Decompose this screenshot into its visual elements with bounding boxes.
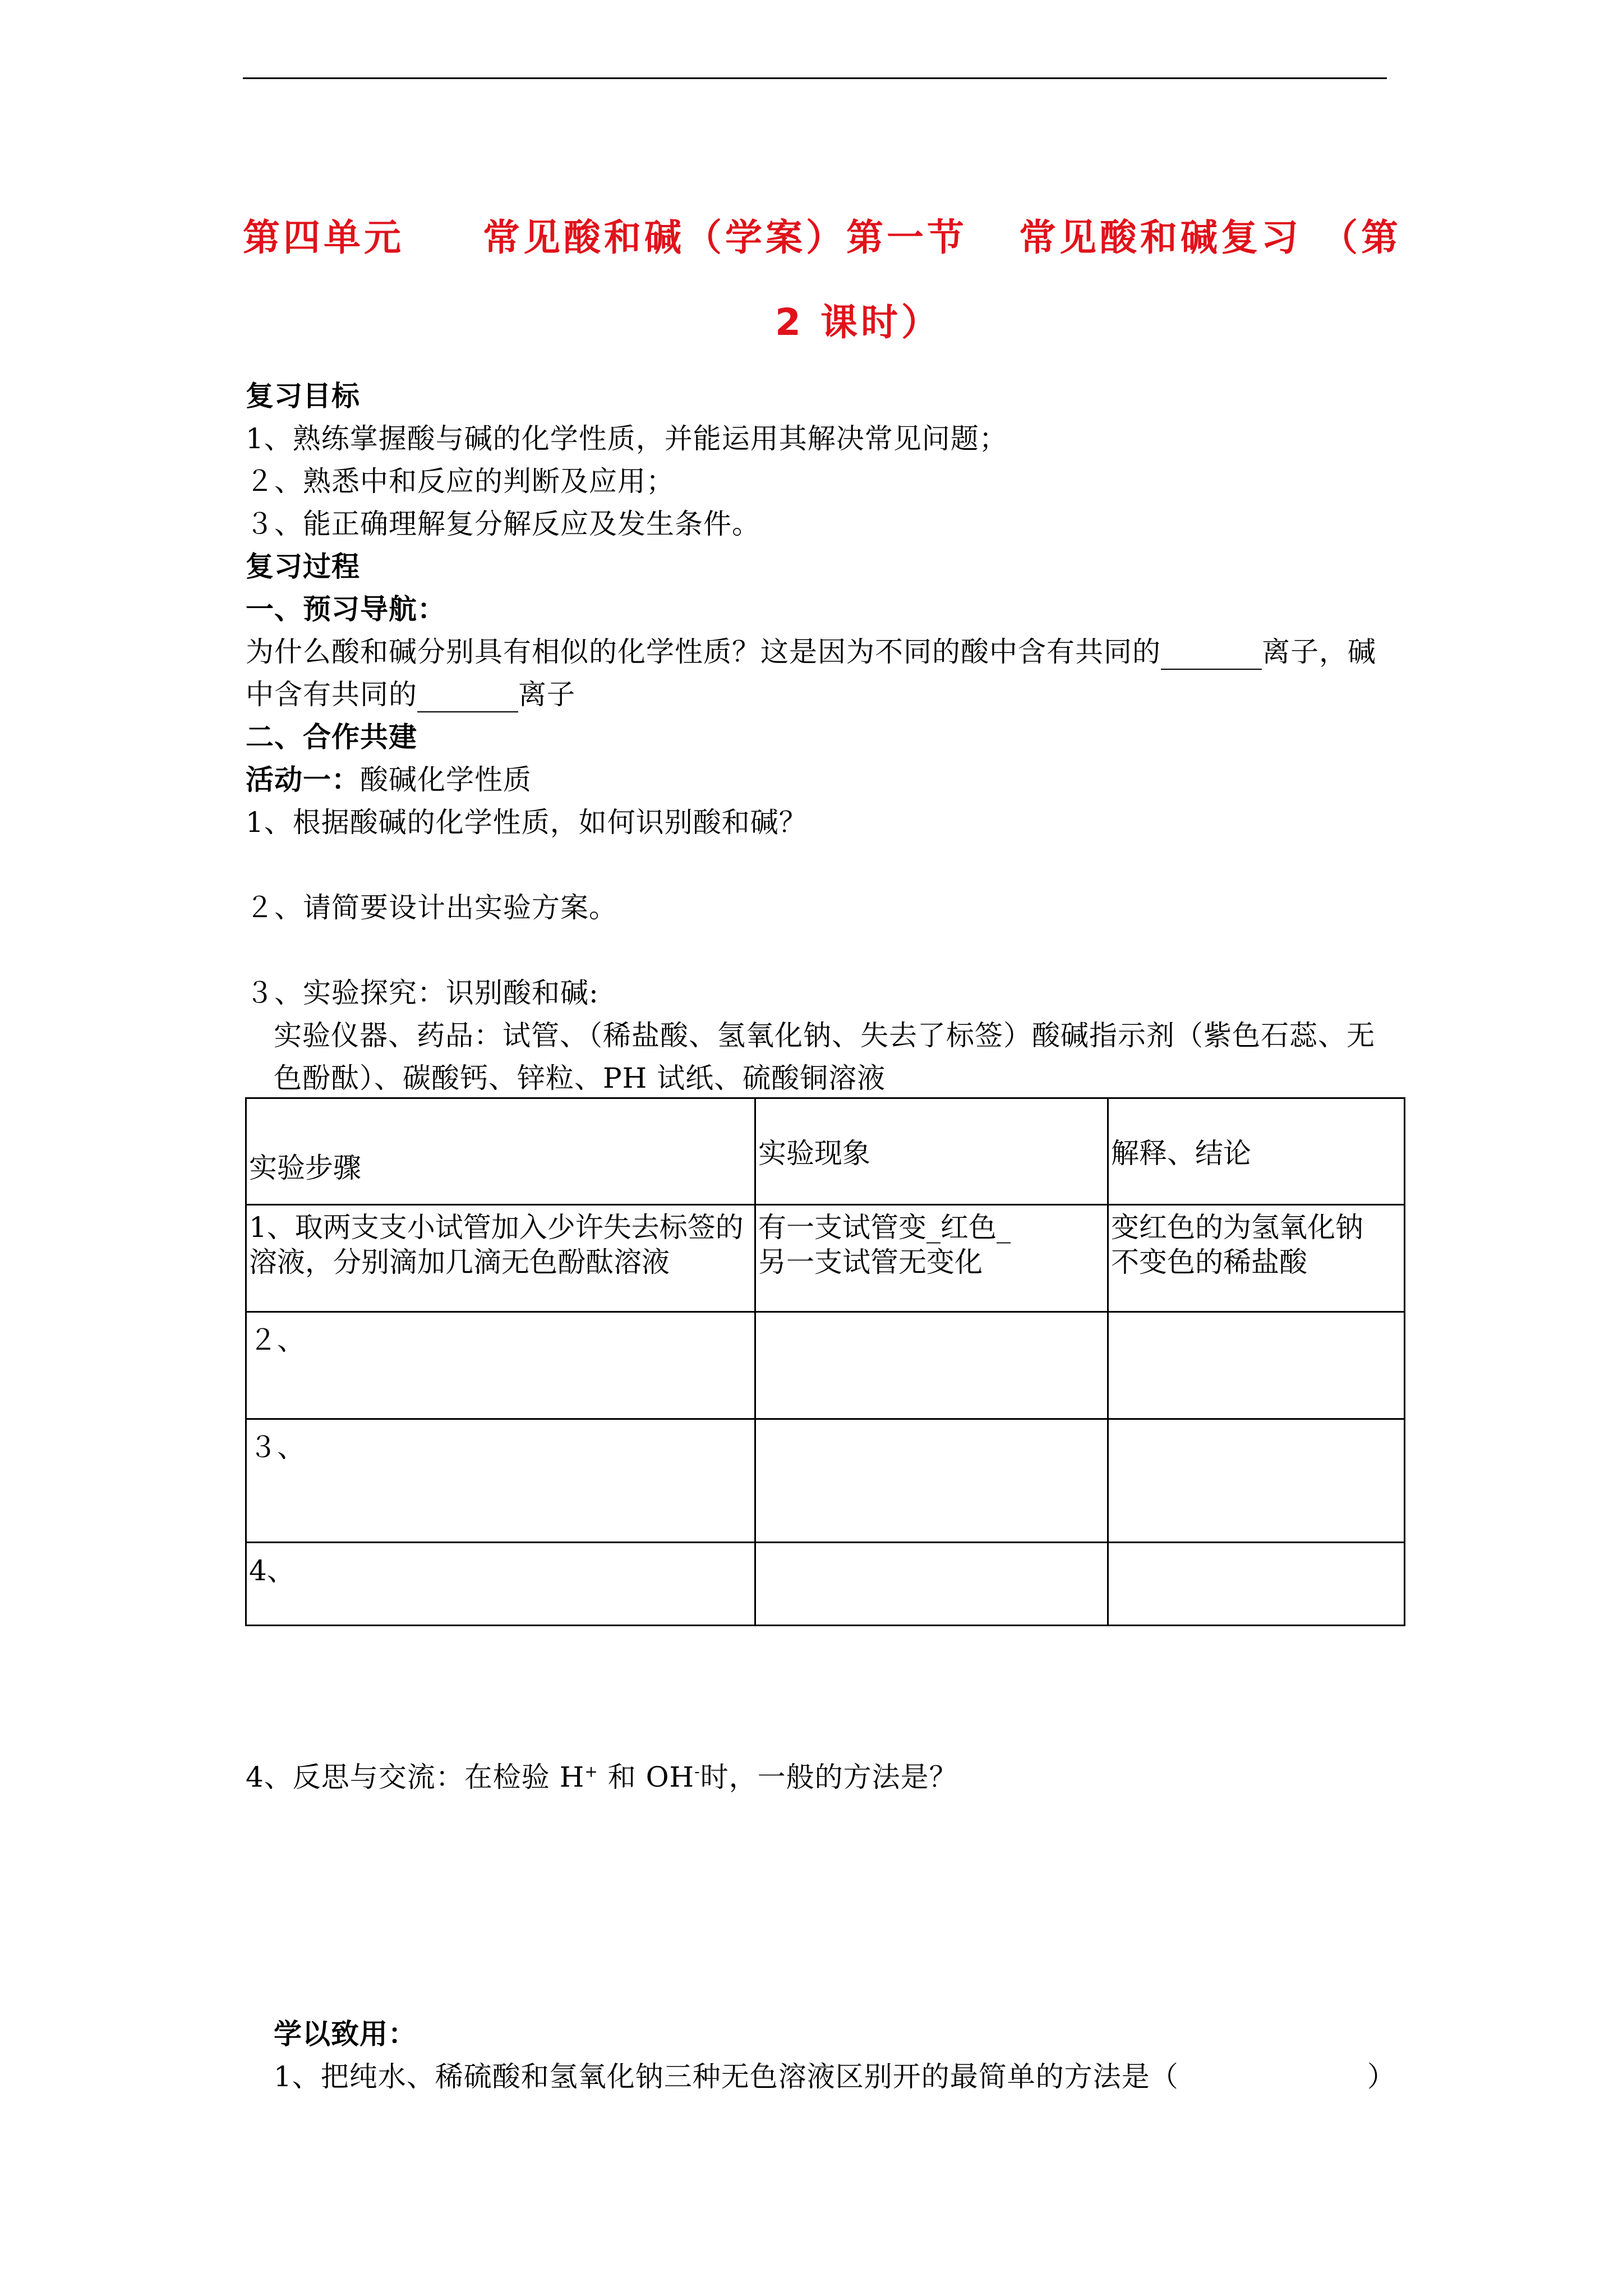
answer-blank-acid-ion[interactable] — [1161, 635, 1262, 670]
coop-question-1: 1、根据酸碱的化学性质，如何识别酸和碱？ — [246, 806, 808, 839]
table-row — [246, 1419, 1405, 1543]
reflection-question: 4、反思与交流：在检验 H+ 和 OH-时，一般的方法是？ — [246, 1761, 958, 1793]
header-observation: 实验现象 — [755, 1098, 1108, 1205]
row4-conclusion[interactable] — [1108, 1543, 1405, 1626]
row3-step: ３、 — [246, 1419, 755, 1543]
row3-observation[interactable] — [755, 1419, 1108, 1543]
document-title-line2: 2 课时） — [775, 301, 942, 344]
table-header-row — [246, 1098, 1405, 1205]
table-row — [246, 1312, 1405, 1419]
title-topic: 常见酸和碱复习 — [1019, 216, 1302, 259]
title-section: 常见酸和碱（学案）第一节 — [483, 216, 967, 259]
table-row — [246, 1205, 1405, 1312]
row2-conclusion[interactable] — [1108, 1312, 1405, 1419]
preview-question-line1: 为什么酸和碱分别具有相似的化学性质？这是因为不同的酸中含有共同的 离子，碱 — [246, 635, 1376, 670]
row1-observation: 有一支试管变_红色_ 另一支试管无变化 — [755, 1205, 1108, 1312]
experiment-table — [245, 1097, 1405, 1626]
header-rule — [243, 77, 1387, 79]
activity-label: 活动一： — [246, 763, 360, 796]
coop-heading: 二、合作共建 — [246, 721, 417, 753]
goal-item-3: ３、能正确理解复分解反应及发生条件。 — [246, 508, 760, 540]
materials-line-1: 实验仪器、药品：试管、（稀盐酸、氢氧化钠、失去了标签）酸碱指示剂（紫色石蕊、无 — [274, 1019, 1375, 1052]
header-step: 实验步骤 — [246, 1098, 755, 1205]
goal-item-1: 1、熟练掌握酸与碱的化学性质，并能运用其解决常见问题； — [246, 422, 1008, 455]
activity-title: 酸碱化学性质 — [360, 763, 532, 796]
row4-observation[interactable] — [755, 1543, 1108, 1626]
apply-question-1: 1、把纯水、稀硫酸和氢氧化钠三种无色溶液区别开的最简单的方法是（ ） — [274, 2060, 1396, 2093]
materials-line-2: 色酚酞）、碳酸钙、锌粒、PH 试纸、硫酸铜溶液 — [274, 1062, 886, 1094]
title-unit: 第四单元 — [243, 216, 404, 259]
preview-question-line2: 中含有共同的 离子 — [246, 678, 575, 712]
table-row — [246, 1543, 1405, 1626]
title-lesson-open: （第 — [1321, 216, 1401, 259]
row1-conclusion: 变红色的为氢氧化钠 不变色的稀盐酸 — [1108, 1205, 1405, 1312]
activity-one — [246, 763, 532, 797]
coop-question-2: ２、请简要设计出实验方案。 — [246, 891, 617, 924]
goals-heading: 复习目标 — [246, 380, 360, 412]
apply-heading: 学以致用： — [274, 2018, 417, 2050]
row2-observation[interactable] — [755, 1312, 1108, 1419]
row4-step: 4、 — [246, 1543, 755, 1626]
preview-heading: 一、预习导航： — [246, 593, 446, 625]
goal-item-2: ２、熟悉中和反应的判断及应用； — [246, 465, 675, 498]
header-conclusion: 解释、结论 — [1108, 1098, 1405, 1205]
coop-question-3: ３、实验探究：识别酸和碱: — [246, 977, 599, 1009]
answer-blank-base-ion[interactable] — [417, 678, 518, 712]
row1-step: 1、取两支支小试管加入少许失去标签的溶液，分别滴加几滴无色酚酞溶液 — [246, 1205, 755, 1312]
document-title — [243, 215, 1474, 260]
row2-step: ２、 — [246, 1312, 755, 1419]
process-heading: 复习过程 — [246, 550, 360, 583]
row3-conclusion[interactable] — [1108, 1419, 1405, 1543]
